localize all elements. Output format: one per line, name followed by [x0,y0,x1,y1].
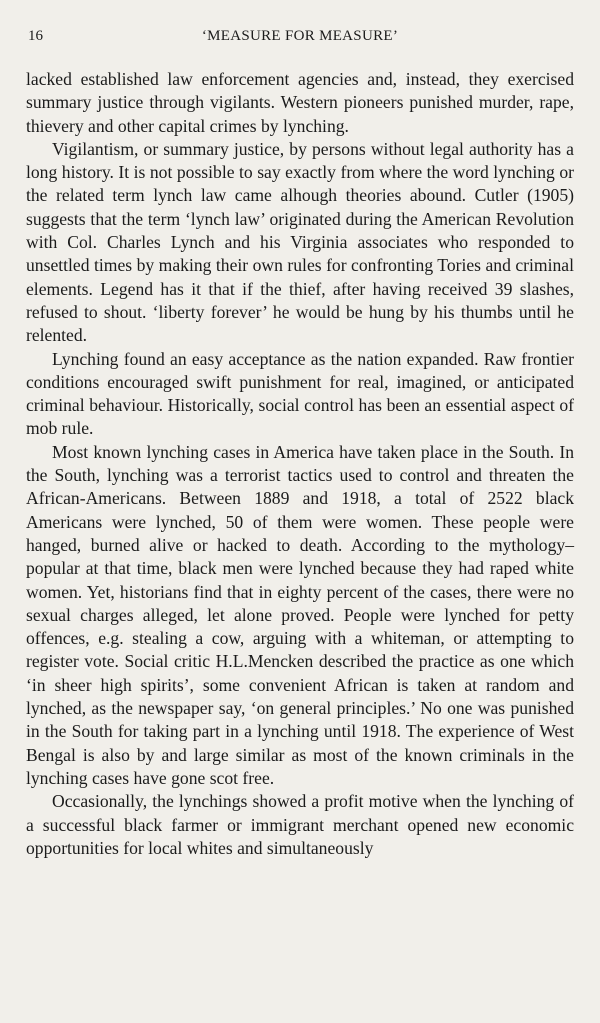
paragraph-south-lynching: Most known lynching cases in America have taken place in the South. In the South, lynching was a terrorist tactics used to control and threaten the African-Americans. Between 1889 and 1918, a total of 2522 black Americans were lynched, 50 of them were women. These people were hanged, burned alive or hacked to death. According to the mythology–popular at that time, black men were lynched because they had raped white women. Yet, historians find that in eighty percent of the cases, there were no sexual charges alleged, let alone proved. People were lynched for petty offences, e.g. stealing a cow, arguing with a whiteman, or attempting to register vote. Social critic H.L.Mencken described the practice as one which ‘in sheer high spirits’, some convenient African is taken at random and lynched, as the newspaper say, ‘on general principles.’ No one was punished in the South for taking part in a lynching until 1918. The experience of West Bengal is also by and large similar as most of the known criminals in the lynching cases have gone scot free. [26,441,574,788]
running-head [26,28,574,54]
paragraph-continuation: lacked established law enforcement agencies and, instead, they exercised summary justice through vigilants. Western pioneers punished murder, rape, thievery and other capital crimes by lynching. [26,69,574,136]
body-text [26,68,574,860]
paragraph-acceptance: Lynching found an easy acceptance as the nation expanded. Raw frontier conditions encouraged swift punishment for real, imagined, or anticipated criminal behaviour. Historically, social control has been an essential aspect of mob rule. [26,348,574,439]
paragraph-profit-motive: Occasionally, the lynchings showed a profit motive when the lynching of a successful black farmer or immigrant merchant opened new economic opportunities for local whites and simultaneously [26,791,574,858]
paragraph-vigilantism: Vigilantism, or summary justice, by persons without legal authority has a long history. It is not possible to say exactly from where the word lynching or the related term lynch law came alhough theories abound. Cutler (1905) suggests that the term ‘lynch law’ originated during the American Revolution with Col. Charles Lynch and his Virginia associates who responded to unsettled times by making their own rules for confronting Tories and criminal elements. Legend has it that if the thief, after having received 39 slashes, refused to shout. ‘liberty forever’ he would be hung by his thumbs until he relented. [26,138,574,346]
page-number: 16 [28,28,43,44]
running-title: ‘MEASURE FOR MEASURE’ [201,28,399,44]
